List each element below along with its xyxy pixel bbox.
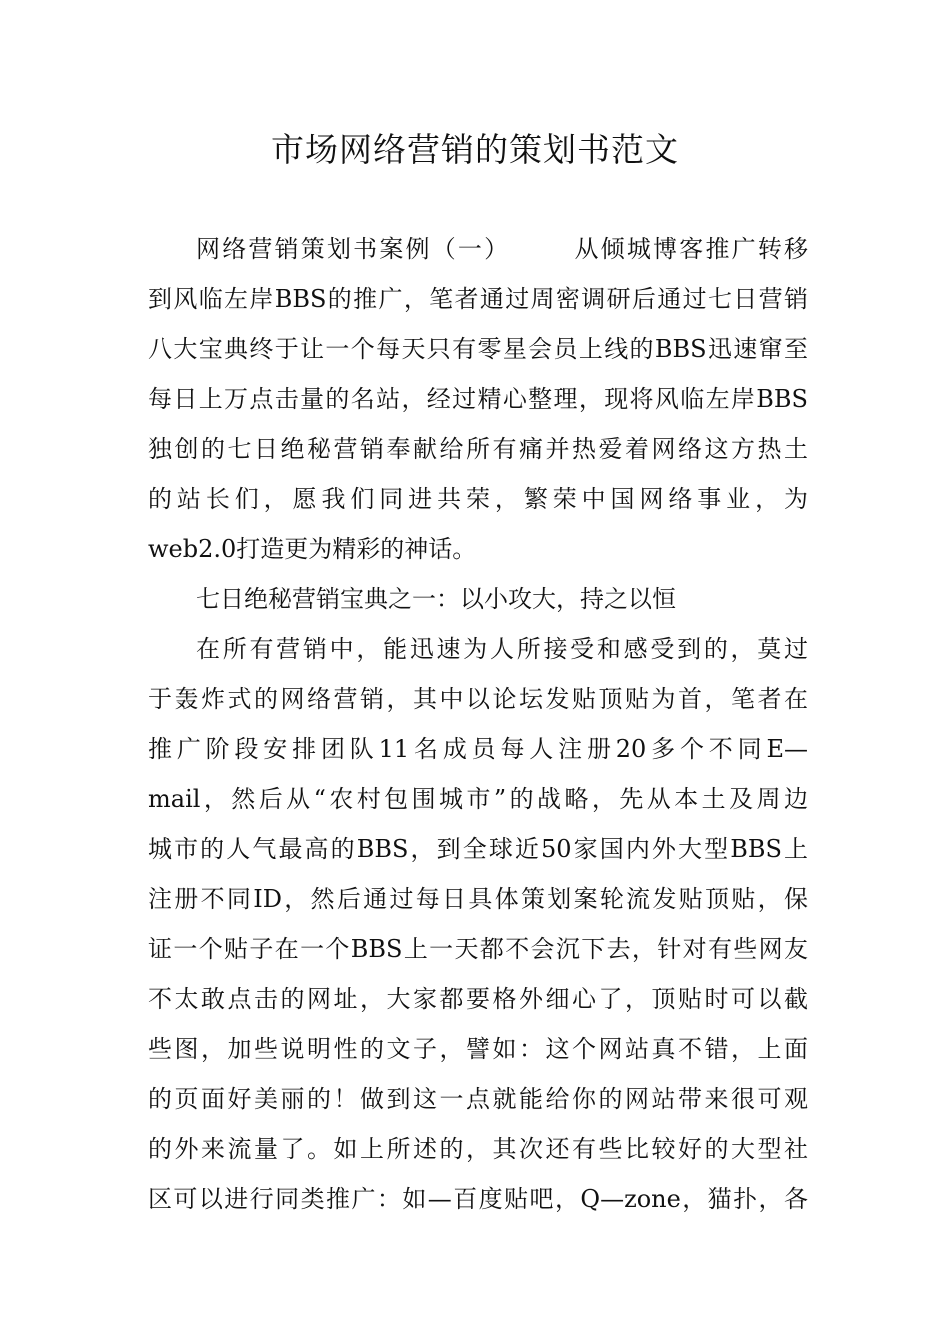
- text-line: 区可以进行同类推广：如—百度贴吧，Q—zone，猫扑，各: [148, 1185, 808, 1213]
- paragraph: [148, 624, 808, 1224]
- text-line: mail，然后从“农村包围城市”的战略，先从本土及周边: [148, 785, 808, 813]
- text-line: 在所有营销中，能迅速为人所接受和感受到的，莫过: [196, 635, 808, 663]
- text-line: 不太敢点击的网址，大家都要格外细心了，顶贴时可以截: [148, 985, 808, 1013]
- text-line: 八大宝典终于让一个每天只有零星会员上线的BBS迅速窜至: [148, 335, 808, 363]
- text-line: 证一个贴子在一个BBS上一天都不会沉下去，针对有些网友: [148, 935, 808, 963]
- text-line: 注册不同ID，然后通过每日具体策划案轮流发贴顶贴，保: [148, 885, 808, 913]
- paragraph: [148, 574, 808, 624]
- text-line: 到风临左岸BBS的推广，笔者通过周密调研后通过七日营销: [148, 285, 808, 313]
- text-line: 城市的人气最高的BBS，到全球近50家国内外大型BBS上: [148, 835, 808, 863]
- document-body: [148, 224, 808, 1224]
- text-line: 网络营销策划书案例（一） 从倾城博客推广转移: [196, 235, 808, 263]
- document-title: 市场网络营销的策划书范文: [271, 130, 679, 169]
- text-line: 独创的七日绝秘营销奉献给所有痛并热爱着网络这方热土: [148, 435, 808, 463]
- text-line: 的外来流量了。如上所述的，其次还有些比较好的大型社: [148, 1135, 808, 1163]
- text-line: 些图，加些说明性的文子，譬如：这个网站真不错，上面: [148, 1035, 808, 1063]
- text-line: 推广阶段安排团队11名成员每人注册20多个不同E—: [148, 735, 808, 763]
- text-line: 的站长们，愿我们同进共荣，繁荣中国网络事业，为: [148, 485, 808, 513]
- paragraph: [148, 224, 808, 574]
- text-line: web2.0打造更为精彩的神话。: [148, 535, 477, 563]
- text-line: 于轰炸式的网络营销，其中以论坛发贴顶贴为首，笔者在: [148, 685, 808, 713]
- text-line: 每日上万点击量的名站，经过精心整理，现将风临左岸BBS: [148, 385, 808, 413]
- text-line: 的页面好美丽的！做到这一点就能给你的网站带来很可观: [148, 1085, 808, 1113]
- section-heading: 七日绝秘营销宝典之一：以小攻大，持之以恒: [196, 585, 676, 613]
